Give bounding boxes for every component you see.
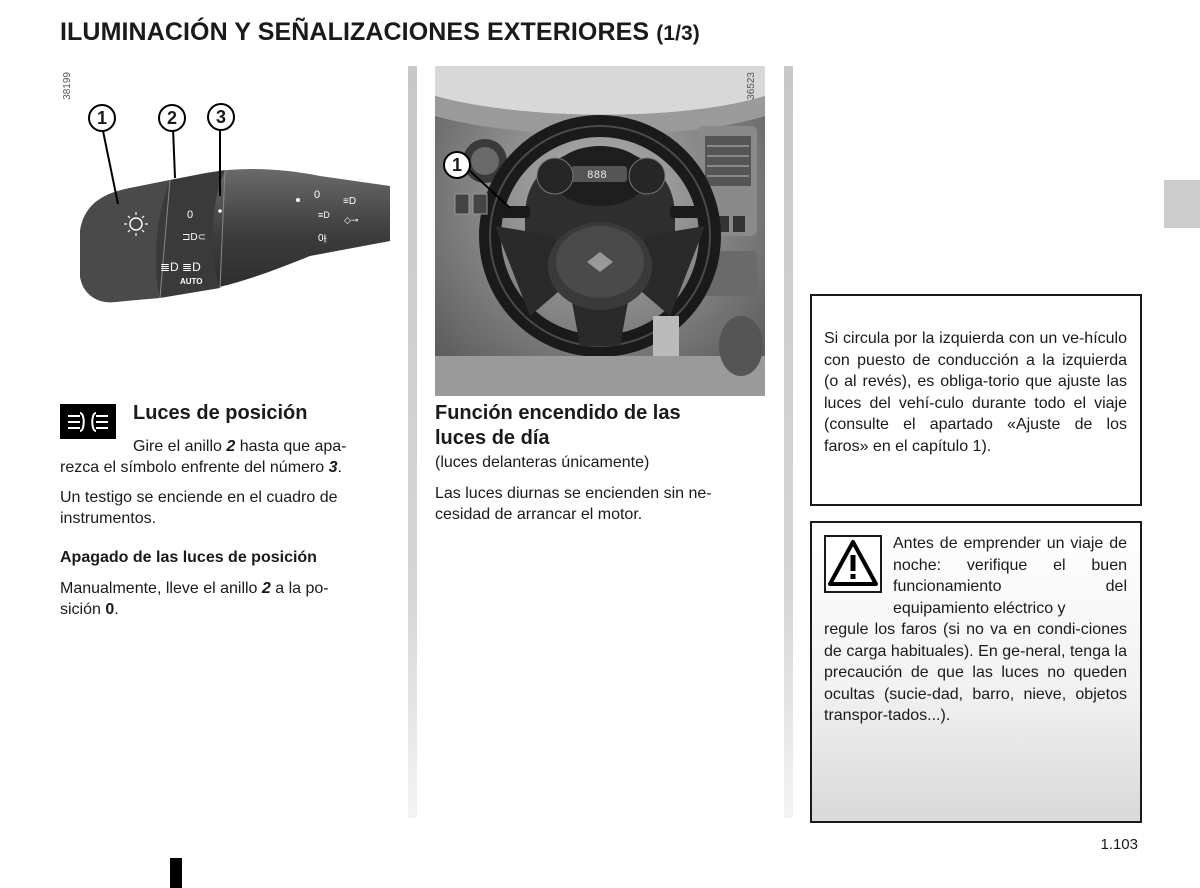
dashboard-illustration [435,66,765,396]
warning-triangle-icon [824,535,882,593]
svg-text:0: 0 [314,189,321,201]
svg-text:0: 0 [187,209,194,221]
page-title [60,18,700,47]
paragraph: Un testigo se enciende en el cuadro de instrumentos. [60,489,338,527]
svg-text:≡D: ≡D [318,210,330,220]
warning-text-top: Antes de emprender un viaje de noche: verifique el buen funcionamiento del equipamiento eléctrico y [893,535,1127,617]
svg-text:888: 888 [587,170,607,182]
svg-text:AUTO: AUTO [180,277,203,286]
paragraph: Las luces diurnas se encienden sin ne-cesidad de arrancar el motor. [435,485,712,523]
position-lights-icon [60,404,116,439]
column-divider [408,66,417,818]
subheading: Apagado de las luces de posición [60,549,317,566]
info-box-text: Si circula por la izquierda con un ve-hículo con puesto de conducción a la izquierda (o al revés), es obliga-torio que ajuste las luces del vehí-culo durante todo el viaje (consulte el apartado «Ajuste de los faros» en el capítulo 1). [824,330,1127,455]
section-heading: Luces de posición [133,402,308,424]
page-edge-marker [170,858,182,888]
figure-lighting-stalk [60,66,392,366]
warning-box [810,521,1142,823]
page-title-text: ILUMINACIÓN Y SEÑALIZACIONES EXTERIORES [60,18,650,46]
section-heading: Función encendido de las luces de día [435,402,681,449]
chapter-tab [1164,180,1200,228]
svg-text:⊐D⊂: ⊐D⊂ [182,232,206,243]
page-title-part: (1/3) [656,22,700,45]
column-divider [784,66,793,818]
figure-dashboard [435,66,765,396]
figure-reference: 36523 [746,72,757,100]
svg-text:◇⊸: ◇⊸ [344,215,359,225]
svg-text:≣D ≣D: ≣D ≣D [160,260,201,274]
callout-1: 1 [88,104,116,132]
paragraph: Gire el anillo 2 hasta que apa- [133,438,347,455]
note: (luces delanteras únicamente) [435,454,650,471]
warning-text-bottom: regule los faros (si no va en condi-ciones de carga habituales). En ge-neral, tenga la precaución de que las luces no queden ocultas (sucie-dad, barro, nieve, objetos transpor-tados...). [824,621,1127,724]
callout-1: 1 [443,151,471,179]
callout-2: 2 [158,104,186,132]
paragraph: rezca el símbolo enfrente del número 3. [60,459,342,476]
paragraph: Manualmente, lleve el anillo 2 a la po- sición 0. [60,580,329,618]
svg-text:≡D: ≡D [343,196,357,207]
page-number: 1.103 [1100,836,1138,853]
svg-text:0⫲: 0⫲ [318,233,327,244]
figure-reference: 38199 [62,72,73,100]
callout-3: 3 [207,103,235,131]
info-box [810,294,1142,506]
